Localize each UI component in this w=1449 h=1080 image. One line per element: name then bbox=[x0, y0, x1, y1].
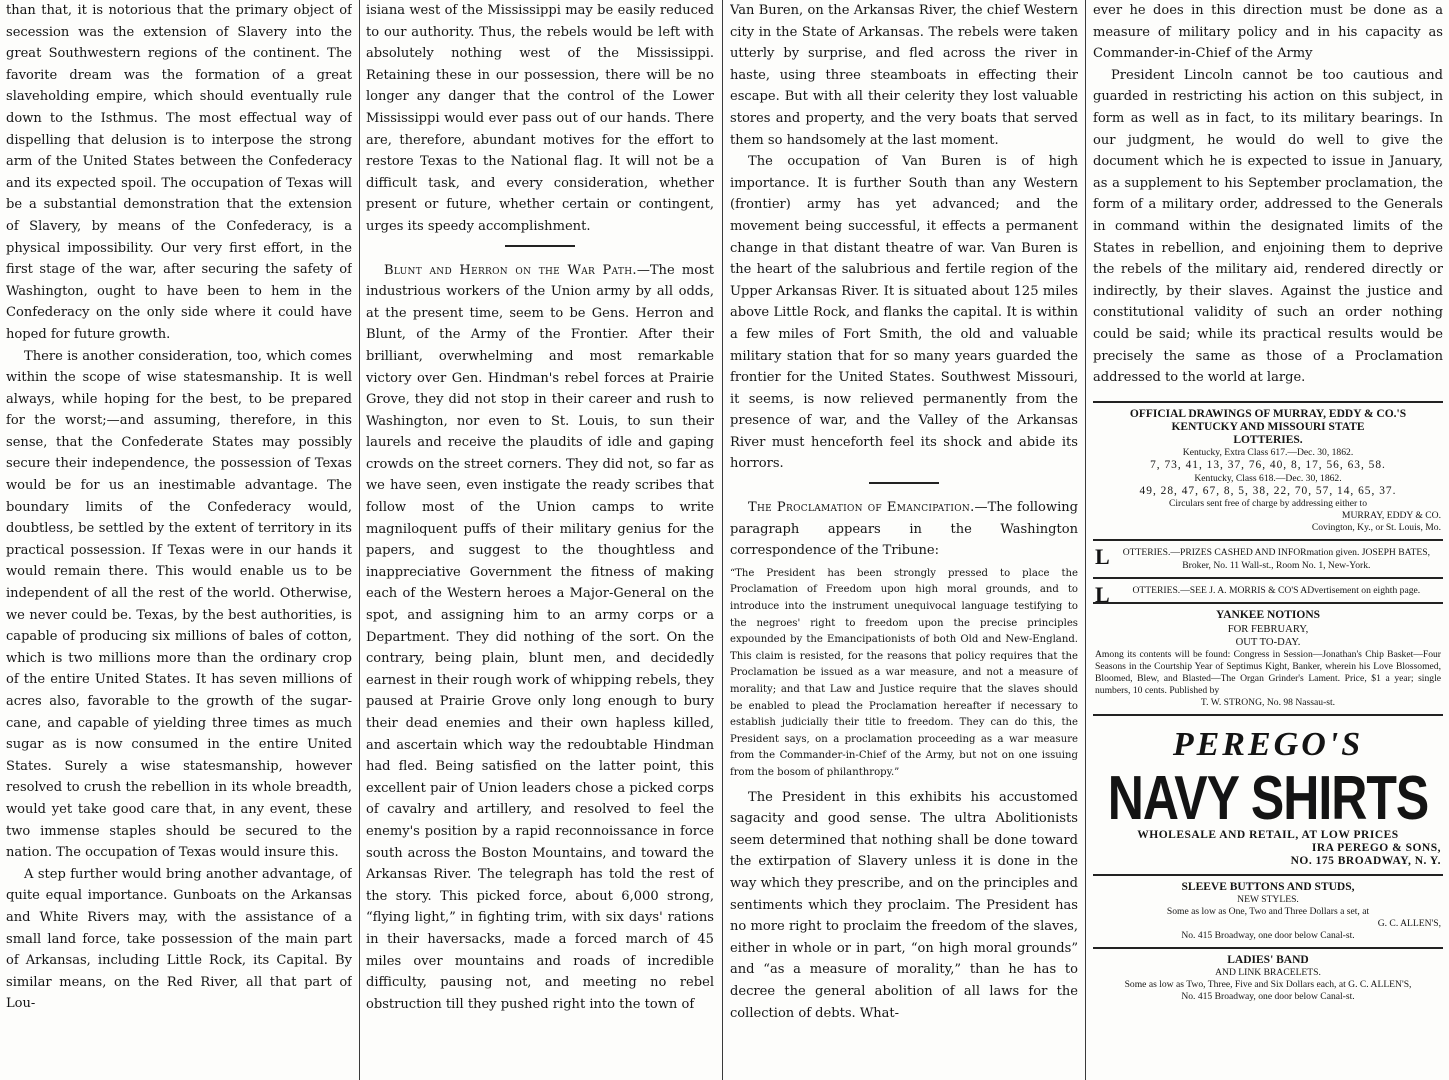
sleeve-buttons-ad bbox=[1093, 874, 1443, 947]
morris-lottery-ad bbox=[1093, 577, 1443, 608]
col1-paragraph-1: than that, it is notorious that the primary object of secession was the extension of Slavery into the great Southwestern regions of the continent. The favorite dream was the formation of a great slaveholding empire, which should eventually rule down to the Isthmus. The most effectual way of dispelling that delusion is to interpose the strong arm of the United States between the Confederacy and its expected spoil. The occupation of Texas will be a substantial demonstration that the extension of Slavery, by means of the Confederacy, is a physical impossibility. Our very first effort, in the first stage of the war, after securing the safety of Washington, ought to have been to hem in the Confederacy on the only side where it could have hoped for future growth. bbox=[6, 3, 352, 342]
yankee-contents: Among its contents will be found: Congress in Session—Jonathan's Chip Basket—Four Seasons in the Courtship Year of Septimus Kight, Banker, wherein his Love Blossomed, Bloomed, Blew, and Blasted—The Organ Grinder's Lament. Price, $1 a year; single numbers, 10 cents. Published by bbox=[1095, 648, 1441, 696]
lottery-line-1: OFFICIAL DRAWINGS OF MURRAY, EDDY & CO.'S bbox=[1129, 407, 1407, 420]
col4-paragraph-2: President Lincoln cannot be too cautious and guarded in restricting his action on this subject, in form as well as in fact, to its military bearings. In our judgment, he would do well to give the document which he is expected to issue in January, as a supplement to his September proclamation, the form of a military order, addressed to the Generals in command within the designated limits of the States in rebellion, and enjoining them to deprive the rebels of the military aid, rendered directly or indirectly, by their slaves. Against the justice and constitutional validity of such an order nothing could be said; while its practical results would be precisely the same as those of a Proclamation addressed to the world at large. bbox=[1093, 67, 1443, 386]
perego-shirts-ad bbox=[1093, 714, 1443, 874]
article-separator bbox=[505, 245, 575, 247]
morris-initial: L bbox=[1095, 582, 1110, 608]
ladies-title: LADIES' BAND bbox=[1227, 953, 1309, 966]
yankee-notions-ad bbox=[1093, 602, 1443, 714]
article-heading-emancipation: The Proclamation of Emancipation. bbox=[748, 500, 975, 516]
col3-paragraph-1: Van Buren, on the Arkansas River, the chief Western city in the State of Arkansas. The rebels were taken utterly by surprise, and fled across the river in haste, using three steamboats in effecting their escape. But with all their celerity they lost valuable stores and property, and the very boats that served them so handsomely at the last moment. bbox=[730, 3, 1078, 148]
lottery-numbers-2: 49, 28, 47, 67, 8, 5, 38, 22, 70, 57, 14, 65, 37. bbox=[1139, 484, 1397, 497]
column-3 bbox=[730, 0, 1078, 1080]
lottery-class-2: Kentucky, Class 618.—Dec. 30, 1862. bbox=[1194, 472, 1342, 484]
col4-text bbox=[1093, 0, 1443, 389]
ladies-text: Some as low as Two, Three, Five and Six Dollars each, at G. C. ALLEN'S, bbox=[1124, 978, 1412, 990]
bates-lottery-ad bbox=[1093, 539, 1443, 577]
yankee-line-2: OUT TO-DAY. bbox=[1235, 636, 1301, 648]
perego-name: PEREGO'S bbox=[1172, 725, 1364, 763]
yankee-line-1: FOR FEBRUARY, bbox=[1227, 623, 1309, 635]
col2-article bbox=[366, 260, 714, 1016]
col1-paragraph-3: A step further would bring another advantage, of quite equal importance. Gunboats on the Arkansas and White Rivers may, with the assistance of a small land force, take possession of the main part of Arkansas, including Little Rock, its Capital. By similar means, on the Red River, all that part of Lou- bbox=[6, 866, 352, 1012]
sleeve-title: SLEEVE BUTTONS AND STUDS, bbox=[1181, 880, 1355, 893]
perego-firm: IRA PEREGO & SONS, bbox=[1311, 842, 1441, 855]
article-separator bbox=[869, 482, 939, 484]
sleeve-shop: G. C. ALLEN'S, bbox=[1377, 917, 1441, 929]
col3-article-intro: —The following paragraph appears in the Washington correspondence of the Tribune: bbox=[730, 500, 1078, 559]
lottery-circulars: Circulars sent free of charge by addressing either to bbox=[1168, 497, 1368, 509]
sleeve-address: No. 415 Broadway, one door below Canal-st. bbox=[1181, 929, 1355, 941]
col3-paragraph-2: The occupation of Van Buren is of high importance. It is further South than any Western (frontier) army has yet advanced; and the movement being successful, it effects a permanent change in that distant theatre of war. Van Buren is the heart of the salubrious and fertile region of the Upper Arkansas River. It is situated about 125 miles above Little Rock, and flanks the capital. It is within a few miles of Fort Smith, the old and valuable military station that for so many years guarded the frontier for the United States. Southwest Missouri, it seems, is now relieved permanently from the presence of war, and the Valley of the Arkansas River must henceforth feel its shock and abide its horrors. bbox=[730, 154, 1078, 472]
lottery-drawings-ad bbox=[1093, 401, 1443, 539]
column-rule-3 bbox=[1085, 0, 1086, 1080]
col2-paragraph-1: isiana west of the Mississippi may be easily reduced to our authority. Thus, the rebels would be left with absolutely nothing west of the Mississippi. Retaining these in our possession, there will be no longer any danger that the control of the Lower Mississippi would ever pass out of our hands. There are, therefore, abundant motives for the effort to restore Texas to the National flag. It will not be a difficult task, and every consideration, whether present or future, whether certain or contingent, urges its speedy accomplishment. bbox=[366, 3, 714, 234]
perego-address: NO. 175 BROADWAY, N. Y. bbox=[1290, 855, 1441, 868]
ladies-band-ad bbox=[1093, 947, 1443, 1008]
article-heading-blunt-herron: Blunt and Herron on the War Path. bbox=[384, 262, 637, 278]
yankee-publisher: T. W. STRONG, No. 98 Nassau-st. bbox=[1200, 696, 1336, 708]
perego-line-1: WHOLESALE AND RETAIL, AT LOW PRICES bbox=[1137, 828, 1399, 841]
column-rule-1 bbox=[359, 0, 360, 1080]
bates-initial: L bbox=[1095, 543, 1110, 569]
lottery-address: Covington, Ky., or St. Louis, Mo. bbox=[1311, 521, 1441, 533]
column-2 bbox=[366, 0, 714, 1080]
column-4 bbox=[1093, 0, 1443, 1080]
yankee-title: YANKEE NOTIONS bbox=[1215, 609, 1321, 622]
col3-paragraph-4: The President in this exhibits his accustomed sagacity and good sense. The ultra Abolitionists seem determined that nothing shall be done toward the extirpation of Slavery unless it is done in the way which they prescribe, and on the principles and sentiments which they proclaim. The President has no more right to proclaim the freedom of the slaves, either in whole or in part, “on high moral grounds” and “as a measure of morality,” than he has to decree the general abolition of all laws for the collection of debts. What- bbox=[730, 789, 1078, 1021]
column-1 bbox=[6, 0, 352, 1080]
lottery-company: MURRAY, EDDY & CO. bbox=[1341, 509, 1441, 521]
sleeve-sub: NEW STYLES. bbox=[1237, 893, 1299, 905]
ladies-sub: AND LINK BRACELETS. bbox=[1215, 966, 1321, 978]
col1-paragraph-2: There is another consideration, too, which comes within the scope of wise statesmanship. It is well always, while hoping for the best, to be prepared for the worst;—and assuming, therefore, in this sense, that the Confederate States may possibly secure their independence, the possession of Texas would be for us an inestimable advantage. The boundary limits of the Confederacy would, doubtless, be settled by the extent of territory in its practical possession. If Texas were in our hands it would remain there. This would enable us to be independent of all the rest of the world. Otherwise, we never could be. Texas, by the best authorities, is capable of producing six millions of bales of cotton, which is two millions more than the ordinary crop of the entire United States. It has seven millions of acres also, favorable to the growth of the sugar-cane, and capable of yielding three times as much sugar as is now consumed in the entire United States. Surely a wise statesmanship, however resolved to crush the rebellion in its whole breadth, would yet take good care that, in any event, these two immense staples should be secured to the nation. The occupation of Texas would insure this. bbox=[6, 348, 352, 861]
lottery-numbers-1: 7, 73, 41, 13, 37, 76, 40, 8, 17, 56, 63, 58. bbox=[1150, 459, 1386, 472]
morris-text: OTTERIES.—SEE J. A. MORRIS & CO'S ADvertisement on eighth page. bbox=[1132, 585, 1421, 597]
col2-article-text: —The most industrious workers of the Union army by all odds, at the present time, seem to be Gens. Herron and Blunt, of the Army of the Frontier. After their brilliant, overwhelming and most remarkable victory over Gen. Hindman's rebel forces at Prairie Grove, they did not stop in their career and rush to Washington, nor even to St. Louis, to sun their laurels and receive the plaudits of idle and gaping crowds on the street corners. They did not, so far as we have seen, even instigate the ready scribes that follow most of the Union camps to write magniloquent puffs of their military genius for the papers, and suggest to the thoughtless and inappreciative Government the fitness of making each of the Western heroes a Major-General on the spot, and assigning him to an army corps or a Department. They did nothing of the sort. On the contrary, being plain, blunt men, and decidedly earnest in their rough work of whipping rebels, they paused at Prairie Grove only long enough to bury their dead enemies and their own hapless killed, and ascertain which way the redoubtable Hindman had fled. Being satisfied on the latter point, this excellent pair of Union leaders chose a picked corps of cavalry and artillery, and resolved to feel the enemy's position by a rapid reconnoissance in force south across the Boston Mountains, and toward the Arkansas River. The telegraph has told the rest of the story. This picked force, about 6,000 strong, “flying light,” in fighting trim, with six days' rations in their haversacks, made a forced march of 45 miles over mountains and roads of incredible difficulty, pausing not, and meeting no rebel obstruction till they pushed right into the town of bbox=[366, 262, 714, 1012]
ladies-address: No. 415 Broadway, one door below Canal-st. bbox=[1181, 990, 1355, 1002]
navy-shirts-heading: NAVY SHIRTS bbox=[1107, 762, 1429, 833]
col3-article bbox=[730, 497, 1078, 562]
sleeve-text: Some as low as One, Two and Three Dollars a set, at bbox=[1166, 905, 1370, 917]
bates-text: OTTERIES.—PRIZES CASHED AND INFORmation given. JOSEPH BATES, Broker, No. 11 Wall-st., Room No. 1, New-York. bbox=[1122, 546, 1430, 571]
lottery-class-1: Kentucky, Extra Class 617.—Dec. 30, 1862. bbox=[1182, 447, 1354, 459]
column-rule-2 bbox=[722, 0, 723, 1080]
tribune-quote: “The President has been strongly pressed to place the Proclamation of Freedom upon high moral grounds, and to introduce into the instrument unequivocal language testifying to the negroes' right to freedom upon the precise principles expounded by the Emancipationists of both Old and New-England. This claim is resisted, for the reasons that policy requires that the Proclamation be issued as a war measure, and not a measure of morality; and that Law and Justice require that the slaves should be enabled to plead the Proclamation hereafter if necessary to establish judicially their title to freedom. They can do this, the President says, on a proclamation proceeding as a war measure from the Commander-in-Chief of the Army, but not on one issuing from the bosom of philanthropy.” bbox=[730, 567, 1078, 778]
col4-paragraph-1: ever he does in this direction must be done as a measure of military policy and in his capacity as Commander-in-Chief of the Army bbox=[1093, 3, 1443, 62]
lottery-line-2: KENTUCKY AND MISSOURI STATE bbox=[1171, 420, 1365, 433]
lottery-line-3: LOTTERIES. bbox=[1233, 434, 1303, 447]
